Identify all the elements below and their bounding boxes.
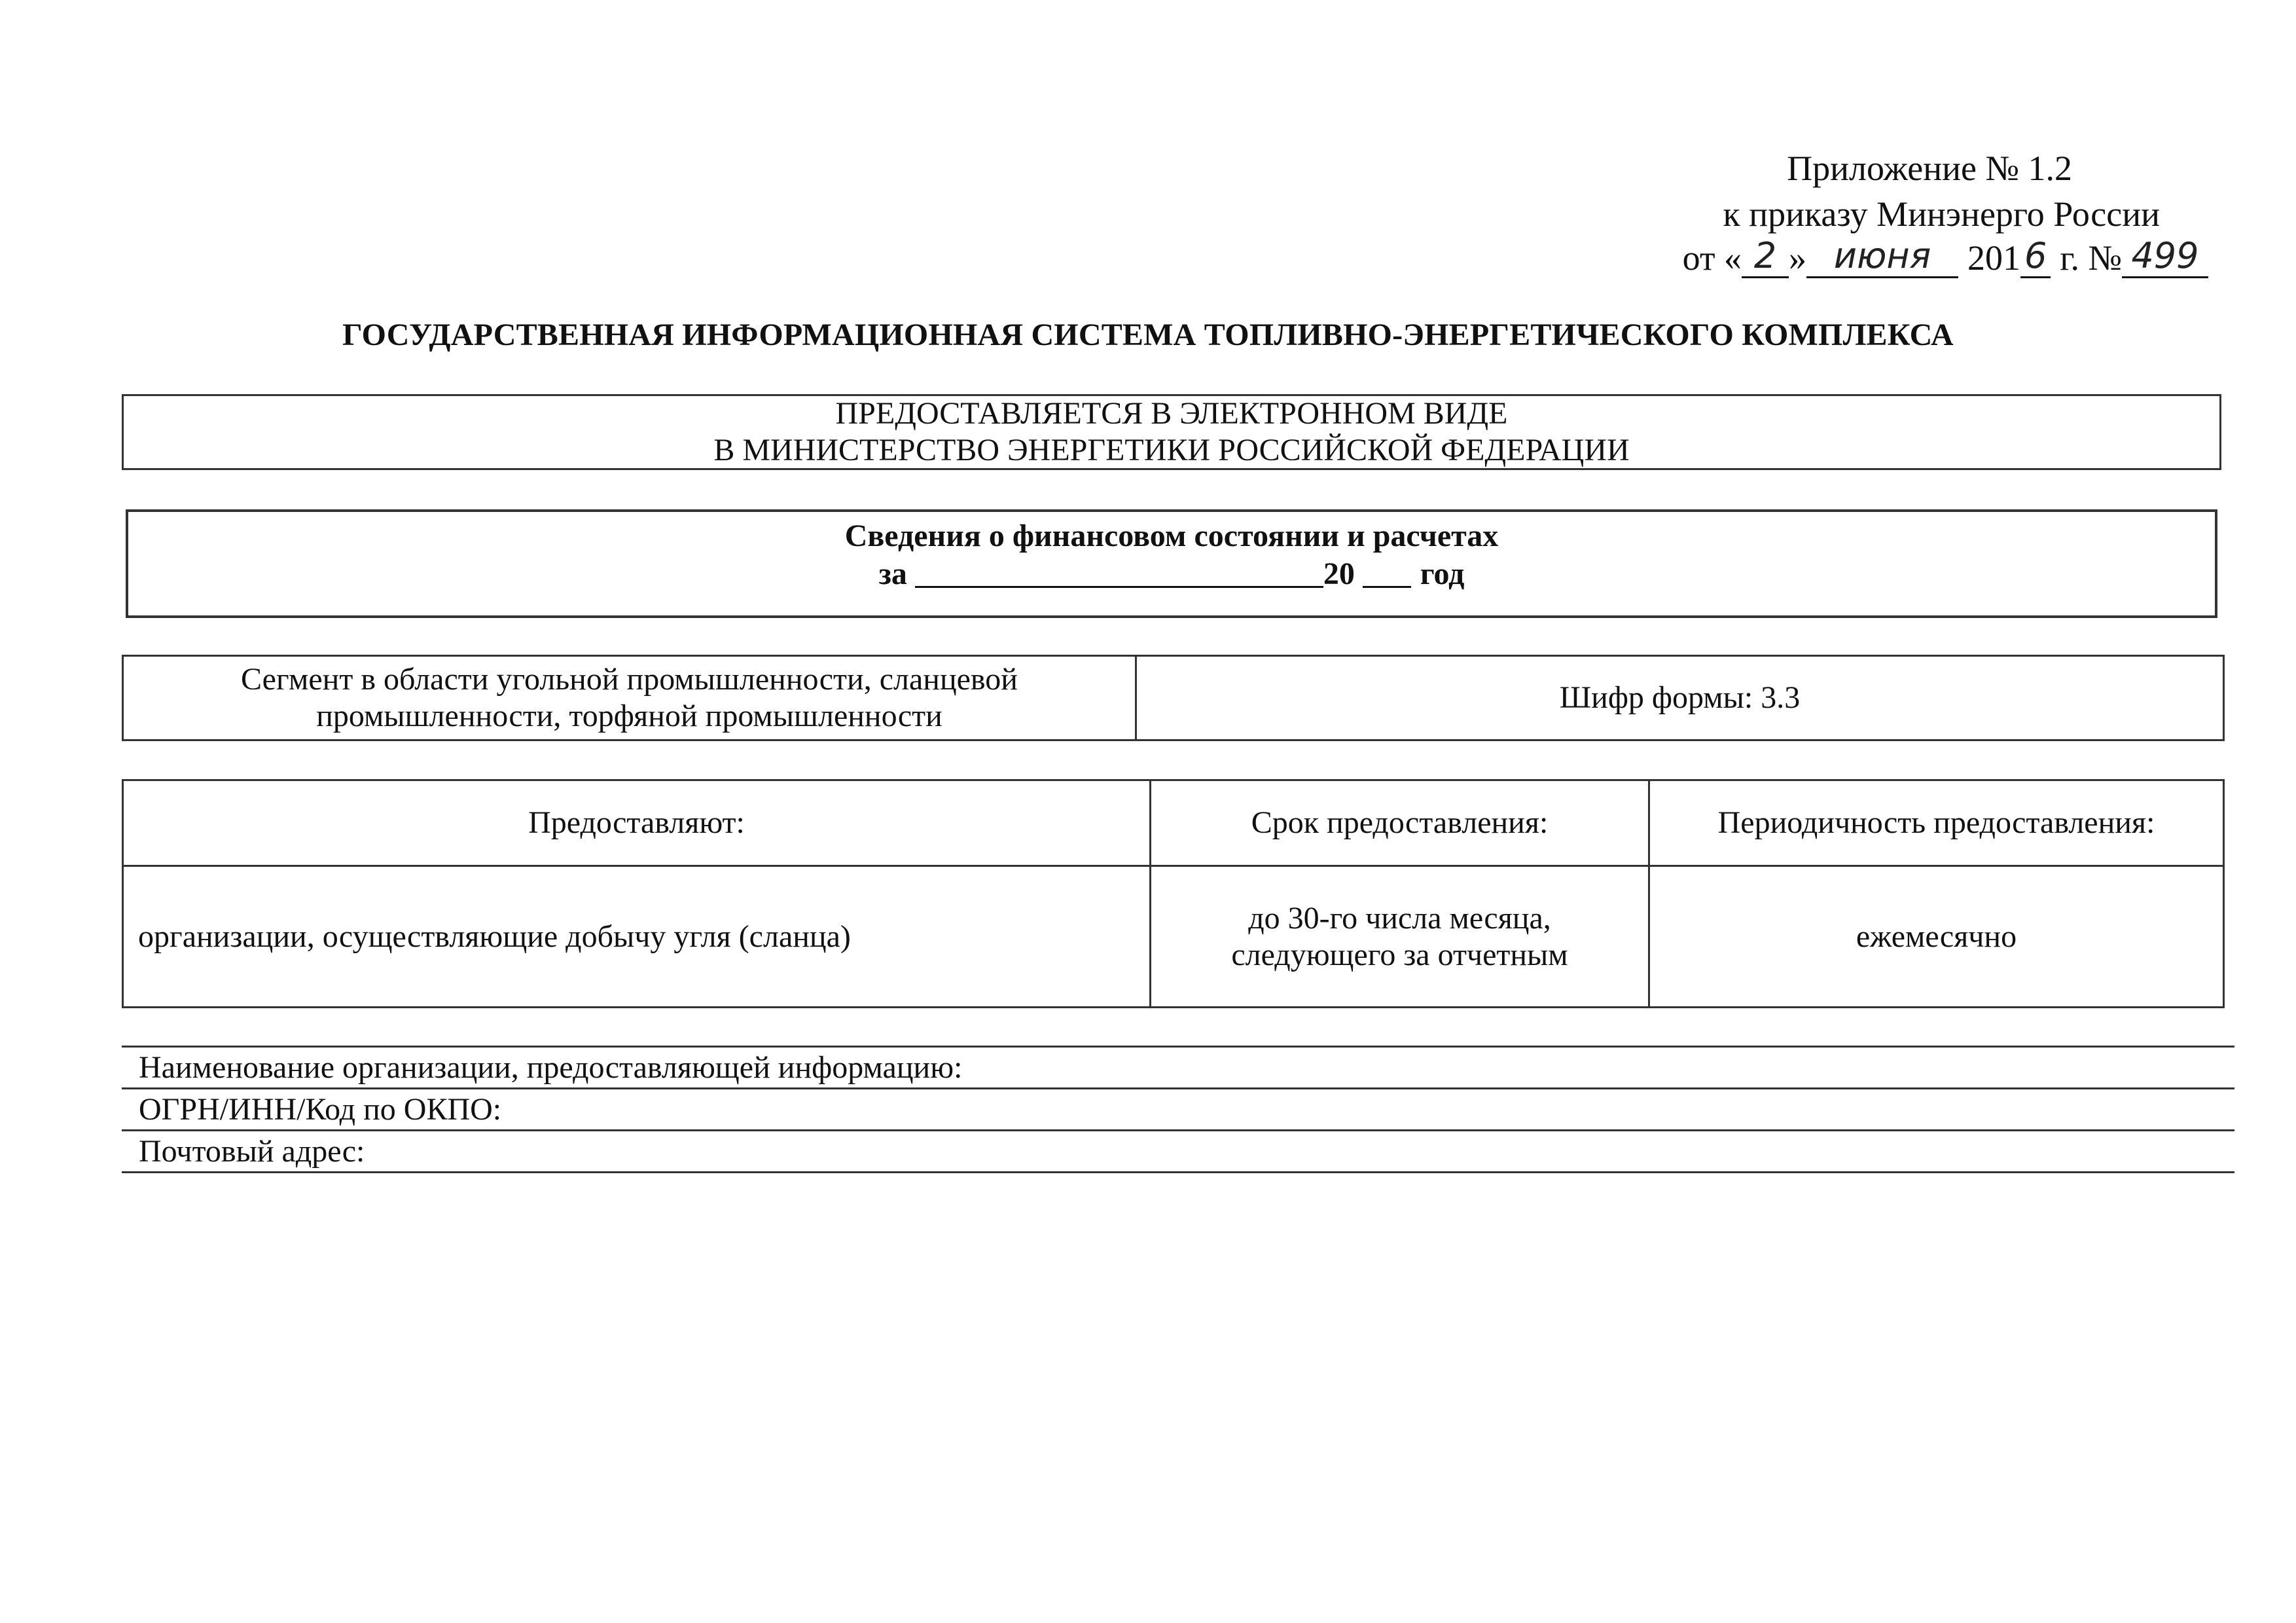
- deadline-line-1: до 30-го числа месяца,: [1248, 900, 1551, 936]
- providers-cell: организации, осуществляющие добычу угля (сланца): [123, 866, 1151, 1008]
- year-blank[interactable]: [1363, 557, 1411, 588]
- report-period: [879, 555, 1465, 593]
- deadline-line-2: следующего за отчетным: [1231, 937, 1568, 972]
- handwritten-day: 2: [1742, 236, 1789, 278]
- period-prefix: за: [878, 556, 907, 591]
- handwritten-year-digit: 6: [2020, 236, 2051, 278]
- org-name-field[interactable]: Наименование организации, предоставляющей информацию:: [122, 1046, 2234, 1086]
- order-number-label: г. №: [2060, 238, 2122, 278]
- report-title: Сведения о финансовом состоянии и расчетах: [844, 519, 1499, 553]
- date-prefix: от «: [1682, 238, 1742, 278]
- address-field[interactable]: Почтовый адрес:: [122, 1129, 2234, 1170]
- handwritten-month: июня: [1806, 236, 1958, 278]
- codes-field[interactable]: ОГРН/ИНН/Код по ОКПО:: [122, 1087, 2234, 1128]
- handwritten-order-number: 499: [2122, 236, 2208, 278]
- system-title: ГОСУДАРСТВЕННАЯ ИНФОРМАЦИОННАЯ СИСТЕМА ТОПЛИВНО-ЭНЕРГЕТИЧЕСКОГО КОМПЛЕКСА: [342, 318, 1954, 352]
- fields-bottom-line: [122, 1171, 2234, 1173]
- period-suffix: год: [1420, 556, 1465, 591]
- segment-table: [122, 655, 2225, 741]
- year-prefix: 201: [1967, 238, 2021, 278]
- segment-cell: Сегмент в области угольной промышленности, сланцевой промышленности, торфяной промышленности: [123, 656, 1136, 740]
- submission-table: [122, 779, 2225, 1008]
- period-blank[interactable]: [915, 557, 1323, 588]
- appendix-number: Приложение № 1.2: [1787, 149, 2072, 188]
- notice-line-2: В МИНИСТЕРСТВО ЭНЕРГЕТИКИ РОССИЙСКОЙ ФЕДЕРАЦИИ: [713, 433, 1630, 467]
- period-century: 20: [1323, 556, 1355, 591]
- deadline-cell: [1151, 866, 1649, 1008]
- header-deadline: Срок предоставления:: [1151, 780, 1649, 866]
- date-quote-close: »: [1789, 238, 1807, 278]
- order-date-line: [1683, 236, 2208, 278]
- frequency-cell: ежемесячно: [1649, 866, 2224, 1008]
- header-providers: Предоставляют:: [123, 780, 1151, 866]
- order-reference: к приказу Минэнерго России: [1723, 194, 2160, 234]
- report-title-box: [126, 509, 2217, 618]
- form-code-cell: Шифр формы: 3.3: [1136, 656, 2224, 740]
- submission-notice-box: [122, 394, 2221, 470]
- header-frequency: Периодичность предоставления:: [1649, 780, 2224, 866]
- notice-line-1: ПРЕДОСТАВЛЯЕТСЯ В ЭЛЕКТРОННОМ ВИДЕ: [835, 396, 1508, 431]
